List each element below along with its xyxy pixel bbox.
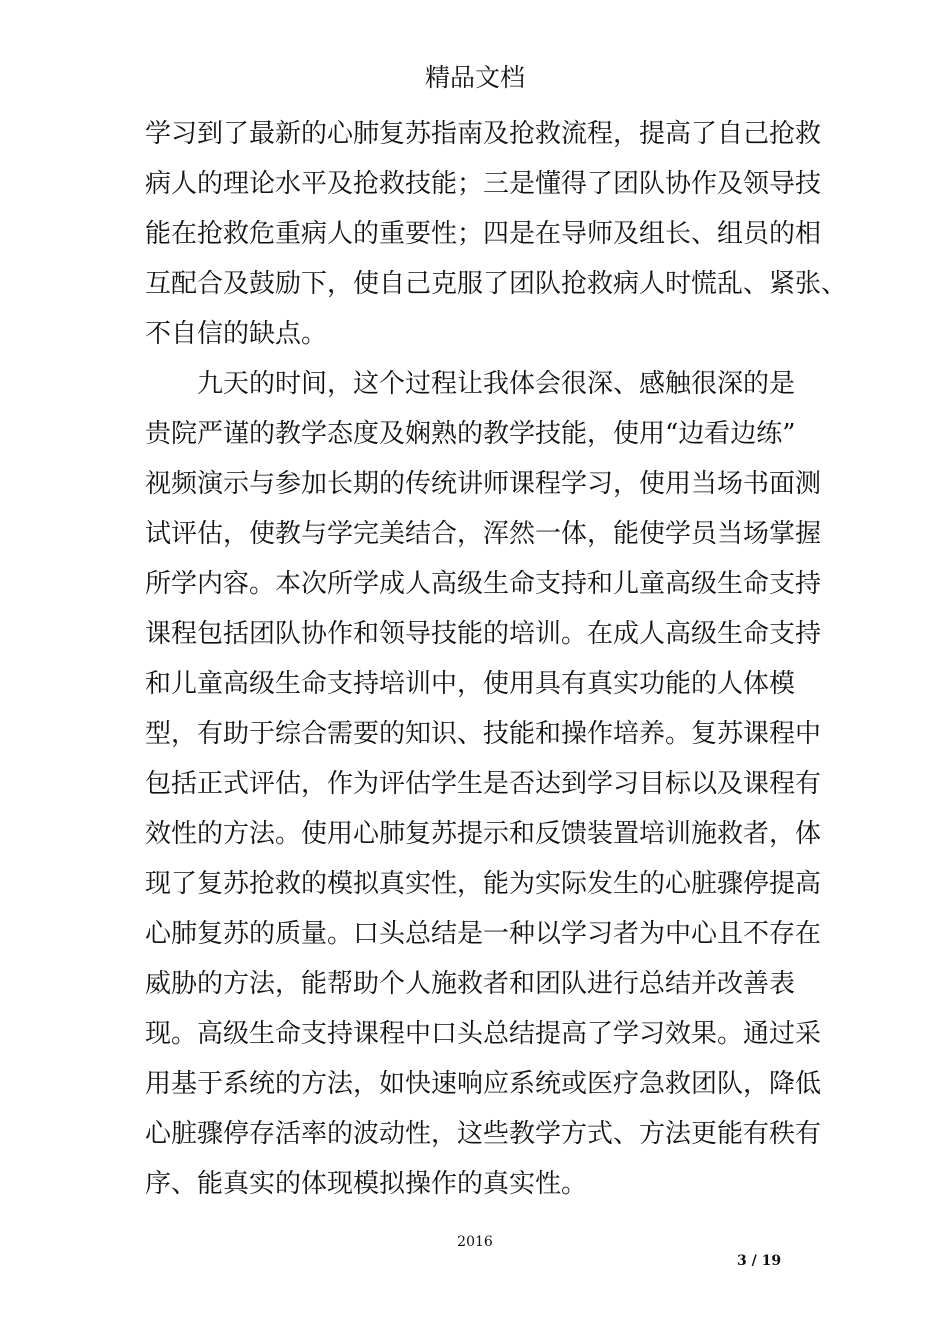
footer-year: 2016 bbox=[457, 1234, 493, 1250]
text-line: 不自信的缺点。 bbox=[145, 319, 328, 349]
text-line: 心脏骤停存活率的波动性，这些教学方式、方法更能有秩有 bbox=[145, 1119, 822, 1149]
text-line: 课程包括团队协作和领导技能的培训。在成人高级生命支持 bbox=[145, 619, 822, 649]
text-line: 序、能真实的体现模拟操作的真实性。 bbox=[145, 1169, 588, 1199]
text-line: 和儿童高级生命支持培训中，使用具有真实功能的人体模 bbox=[145, 669, 796, 699]
page-header-title: 精品文档 bbox=[424, 63, 525, 92]
page-number: 3 / 19 bbox=[737, 1253, 782, 1269]
text-line: 用基于系统的方法，如快速响应系统或医疗急救团队，降低 bbox=[145, 1069, 822, 1099]
text-line: 视频演示与参加长期的传统讲师课程学习，使用当场书面测 bbox=[145, 469, 822, 499]
text-line: 病人的理论水平及抢救技能；三是懂得了团队协作及领导技 bbox=[145, 169, 822, 199]
text-line: 心肺复苏的质量。口头总结是一种以学习者为中心且不存在 bbox=[145, 919, 822, 949]
text-line: 试评估，使教与学完美结合，浑然一体，能使学员当场掌握 bbox=[145, 519, 822, 549]
text-line: 包括正式评估，作为评估学生是否达到学习目标以及课程有 bbox=[145, 769, 822, 799]
text-line: 互配合及鼓励下，使自己克服了团队抢救病人时慌乱、紧张、 bbox=[145, 269, 848, 299]
text-line: 型，有助于综合需要的知识、技能和操作培养。复苏课程中 bbox=[145, 719, 822, 749]
text-line: 所学内容。本次所学成人高级生命支持和儿童高级生命支持 bbox=[145, 569, 822, 599]
text-line: 现了复苏抢救的模拟真实性，能为实际发生的心脏骤停提高 bbox=[145, 869, 822, 899]
text-line: 现。高级生命支持课程中口头总结提高了学习效果。通过采 bbox=[145, 1019, 822, 1049]
text-line: 贵院严谨的教学态度及娴熟的教学技能，使用“边看边练” bbox=[145, 419, 796, 449]
text-line: 学习到了最新的心肺复苏指南及抢救流程，提高了自己抢救 bbox=[145, 119, 822, 149]
text-line: 九天的时间，这个过程让我体会很深、感触很深的是 bbox=[145, 369, 796, 399]
text-line: 能在抢救危重病人的重要性；四是在导师及组长、组员的相 bbox=[145, 219, 822, 249]
text-line: 威胁的方法，能帮助个人施救者和团队进行总结并改善表 bbox=[145, 969, 796, 999]
text-line: 效性的方法。使用心肺复苏提示和反馈装置培训施救者，体 bbox=[145, 819, 822, 849]
